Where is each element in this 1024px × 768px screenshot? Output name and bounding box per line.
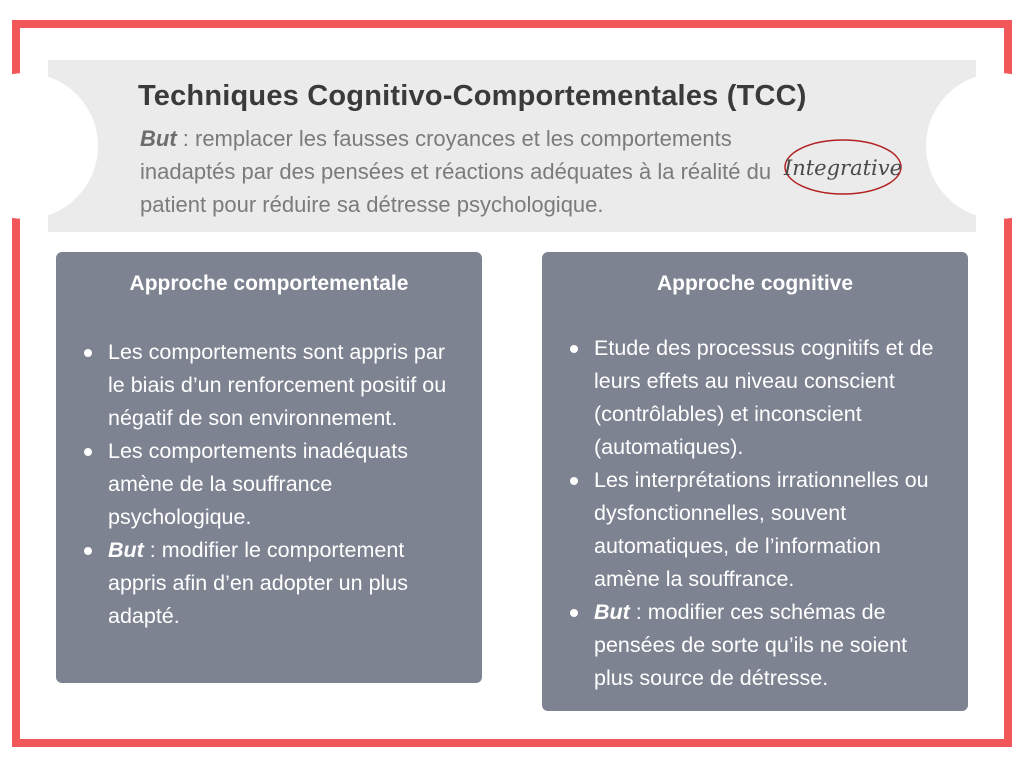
bullet-text: : modifier ces schémas de pensées de sorte qu’ils ne soient plus source de détresse. — [594, 600, 908, 690]
ticket-notch-right — [926, 73, 1024, 219]
list-item — [594, 464, 948, 596]
list-item — [108, 435, 462, 534]
header-ticket — [48, 60, 976, 232]
but-label: But — [594, 600, 630, 624]
page-title: Techniques Cognitivo-Comportementales (TCC) — [138, 80, 807, 112]
bullet-icon — [84, 448, 92, 456]
bullet-text: Les interprétations irrationnelles ou dysfonctionnelles, souvent automatiques, de l’information amène la souffrance. — [594, 468, 929, 591]
cognitive-approach-title: Approche cognitive — [656, 272, 854, 295]
bullet-text: Etude des processus cognitifs et de leurs effets au niveau conscient (contrôlables) et inconscient (automatiques). — [594, 336, 934, 459]
integrative-logo — [781, 136, 905, 198]
bullet-text: Les comportements sont appris par le biais d’un renforcement positif ou négatif de son environnement. — [108, 340, 447, 430]
but-label: But — [108, 538, 144, 562]
but-label: But — [140, 126, 177, 151]
cognitive-approach-panel — [542, 252, 968, 711]
bullet-icon — [84, 349, 92, 357]
ticket-notch-left — [0, 73, 98, 219]
behavioral-approach-panel — [56, 252, 482, 683]
cognitive-bullet-list — [594, 332, 948, 695]
header-description-text: : remplacer les fausses croyances et les comportements inadaptés par des pensées et réactions adéquates à la réalité du patient pour réduire sa détresse psychologique. — [140, 126, 772, 217]
bullet-text: : modifier le comportement appris afin d’en adopter un plus adapté. — [108, 538, 409, 628]
list-item — [108, 336, 462, 435]
list-item — [594, 596, 948, 695]
bullet-text: Les comportements inadéquats amène de la souffrance psychologique. — [108, 439, 408, 529]
list-item — [594, 332, 948, 464]
bullet-icon — [570, 609, 578, 617]
list-item — [108, 534, 462, 633]
logo-text: Integrative — [783, 156, 903, 180]
header-description — [140, 122, 800, 221]
behavioral-approach-title: Approche comportementale — [129, 272, 409, 295]
behavioral-bullet-list — [108, 336, 462, 633]
bullet-icon — [84, 547, 92, 555]
bullet-icon — [570, 345, 578, 353]
bullet-icon — [570, 477, 578, 485]
